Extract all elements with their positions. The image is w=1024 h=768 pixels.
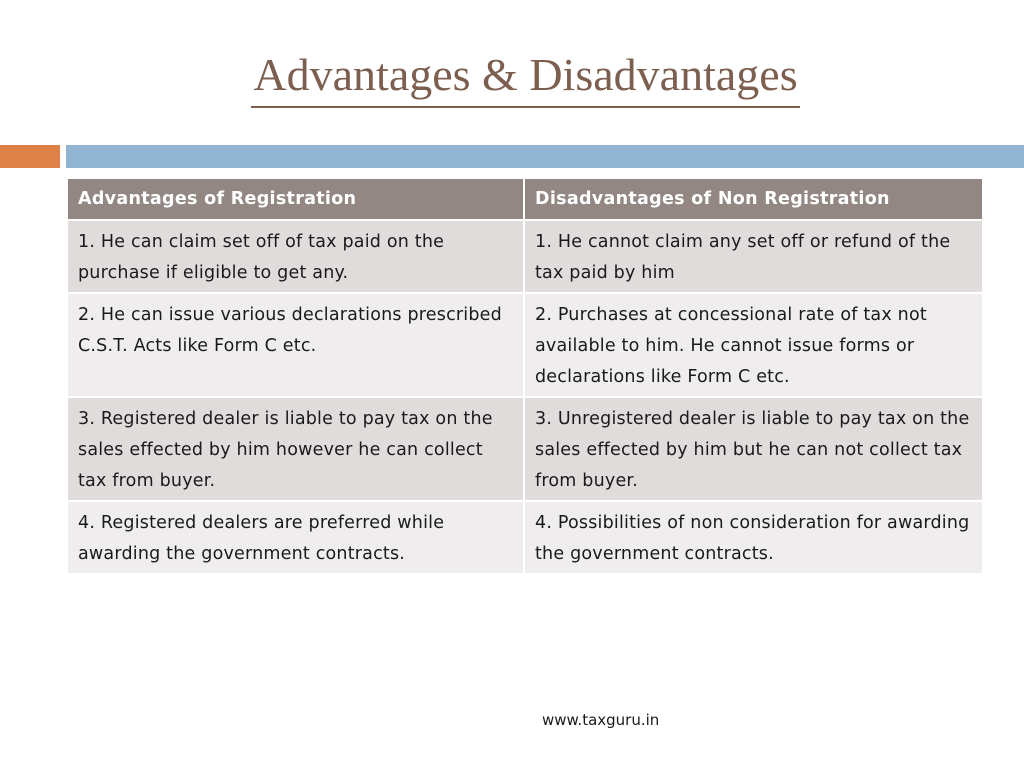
advantage-cell: 2. He can issue various declarations prescribed C.S.T. Acts like Form C etc.	[68, 293, 524, 397]
table-row	[68, 397, 982, 501]
accent-bar-blue	[66, 145, 1024, 168]
disadvantage-cell: 4. Possibilities of non consideration for awarding the government contracts.	[524, 501, 982, 573]
title-wrap	[0, 44, 1024, 108]
comparison-table	[68, 179, 982, 573]
slide-title: Advantages & Disadvantages	[251, 44, 799, 108]
table-header-row	[68, 179, 982, 220]
disadvantage-cell: 3. Unregistered dealer is liable to pay tax on the sales effected by him but he can not collect tax from buyer.	[524, 397, 982, 501]
disadvantage-cell: 1. He cannot claim any set off or refund of the tax paid by him	[524, 220, 982, 293]
accent-bar-orange	[0, 145, 60, 168]
table-row	[68, 501, 982, 573]
table-row	[68, 220, 982, 293]
advantage-cell: 3. Registered dealer is liable to pay tax on the sales effected by him however he can collect tax from buyer.	[68, 397, 524, 501]
advantage-cell: 1. He can claim set off of tax paid on the purchase if eligible to get any.	[68, 220, 524, 293]
footer-website: www.taxguru.in	[542, 711, 660, 729]
header-advantages: Advantages of Registration	[68, 179, 524, 220]
header-disadvantages: Disadvantages of Non Registration	[524, 179, 982, 220]
disadvantage-cell: 2. Purchases at concessional rate of tax not available to him. He cannot issue forms or declarations like Form C etc.	[524, 293, 982, 397]
table-row	[68, 293, 982, 397]
advantage-cell: 4. Registered dealers are preferred while awarding the government contracts.	[68, 501, 524, 573]
